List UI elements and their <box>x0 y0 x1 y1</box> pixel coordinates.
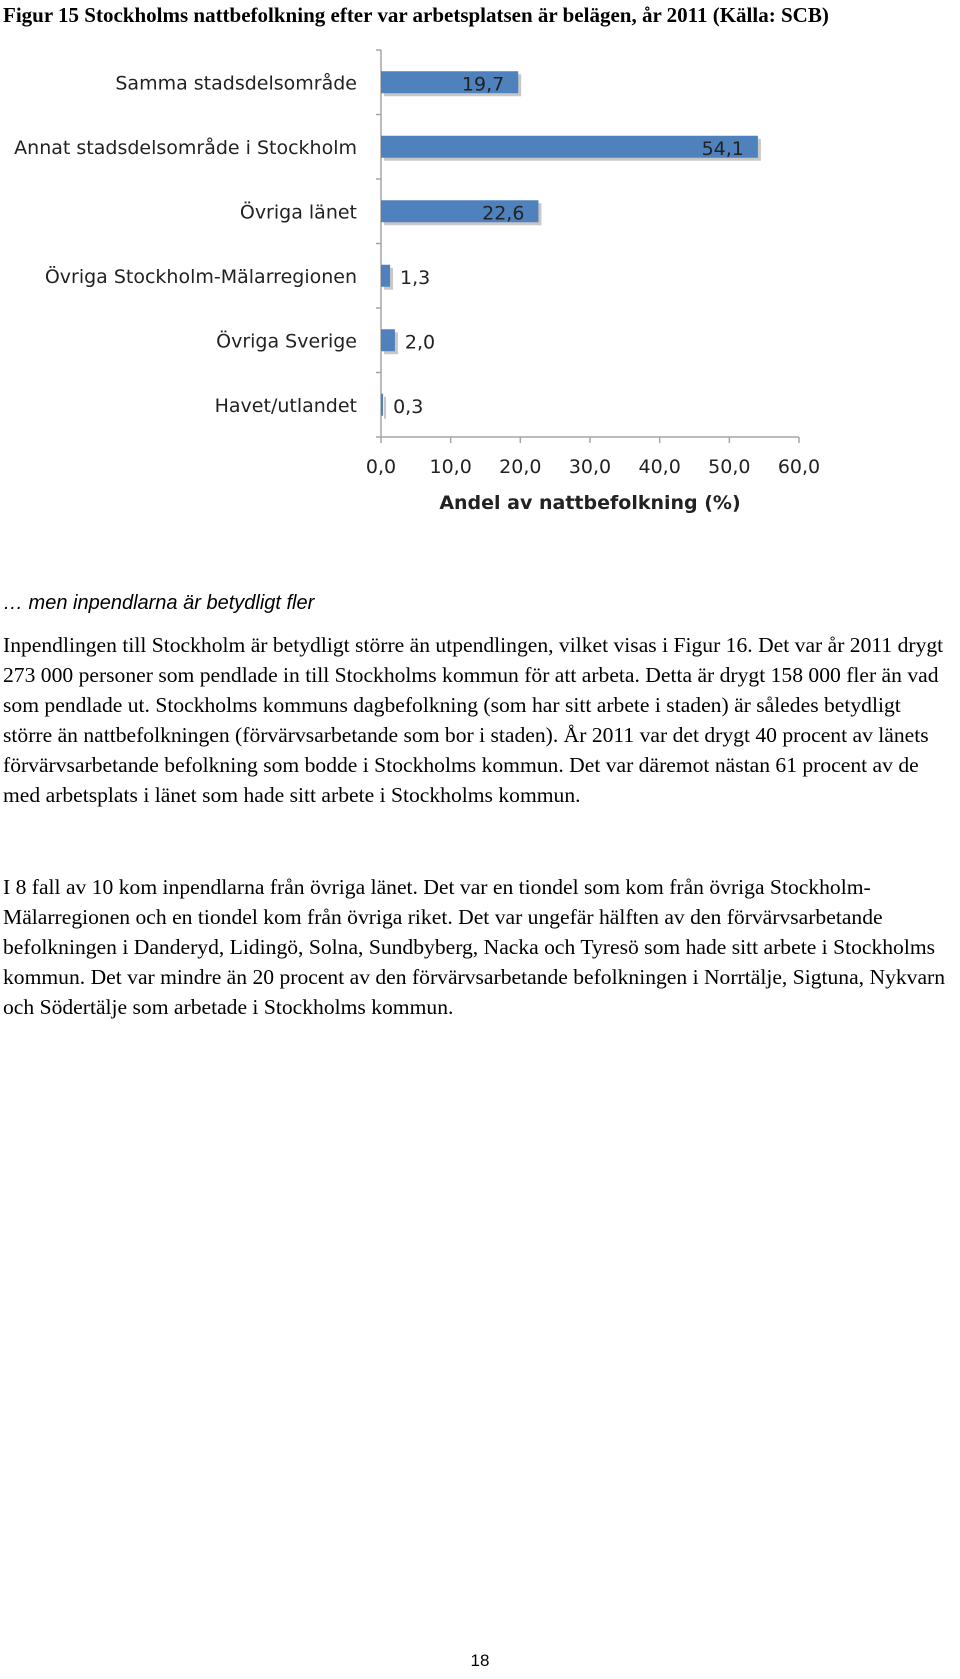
x-tick-label: 0,0 <box>365 456 397 478</box>
x-tick-label: 50,0 <box>708 456 751 478</box>
category-label: Samma stadsdelsområde <box>115 72 357 95</box>
bar-chart <box>0 40 960 540</box>
data-label: 2,0 <box>404 331 436 354</box>
category-label: Övriga länet <box>239 201 357 224</box>
bar <box>381 265 390 287</box>
page-number: 18 <box>470 1651 490 1670</box>
data-label: 0,3 <box>393 395 424 418</box>
data-label: 22,6 <box>482 202 525 225</box>
category-label: Övriga Stockholm-Mälarregionen <box>44 265 357 288</box>
category-label: Havet/utlandet <box>214 394 357 417</box>
body-paragraph-2: I 8 fall av 10 kom inpendlarna från övriga länet. Det var en tiondel som kom från övriga Stockholm-Mälarregionen och en tiondel kom från övriga riket. Det var ungefär hälften av den förvärvsarbetande befolkningen i Danderyd, Lidingö, Solna, Sundbyberg, Nacka och Tyresö som hade sitt arbete i Stockholms kommun. Det var mindre än 20 procent av den förvärvsarbetande befolkningen i Norrtälje, Sigtuna, Nykvarn och Södertälje som arbetade i Stockholms kommun. <box>3 875 946 1019</box>
x-tick-label: 10,0 <box>429 456 472 478</box>
data-label: 19,7 <box>461 73 505 96</box>
figure-title: Figur 15 Stockholms nattbefolkning efter var arbetsplatsen är belägen, år 2011 (Källa: SCB) <box>3 3 829 27</box>
x-tick-label: 60,0 <box>777 456 821 478</box>
bar <box>381 329 395 351</box>
bar-shadow <box>384 397 386 419</box>
x-axis-title: Andel av nattbefolkning (%) <box>439 492 741 514</box>
body-paragraph-1: Inpendlingen till Stockholm är betydligt större än utpendlingen, vilket visas i Figur 16. Det var år 2011 drygt 273 000 personer som pendlade in till Stockholms kommun för att arbeta. Detta är drygt 158 000 fler än vad som pendlade ut. Stockholms kommuns dagbefolkning (som har sitt arbete i staden) är således betydligt större än nattbefolkningen (förvärvsarbetande som bor i staden). År 2011 var det drygt 40 procent av länets förvärvsarbetande befolkning som bodde i Stockholms kommun. Det var däremot nästan 61 procent av de med arbetsplats i länet som hade sitt arbete i Stockholms kommun. <box>3 633 944 807</box>
x-tick-label: 20,0 <box>499 456 542 478</box>
x-tick-label: 30,0 <box>568 456 612 478</box>
data-label: 54,1 <box>701 137 744 160</box>
x-tick-label: 40,0 <box>638 456 681 478</box>
section-heading: … men inpendlarna är betydligt fler <box>3 592 315 614</box>
category-label: Annat stadsdelsområde i Stockholm <box>14 136 357 159</box>
bar <box>381 394 383 416</box>
category-label: Övriga Sverige <box>216 330 357 353</box>
data-label: 1,3 <box>400 266 431 289</box>
